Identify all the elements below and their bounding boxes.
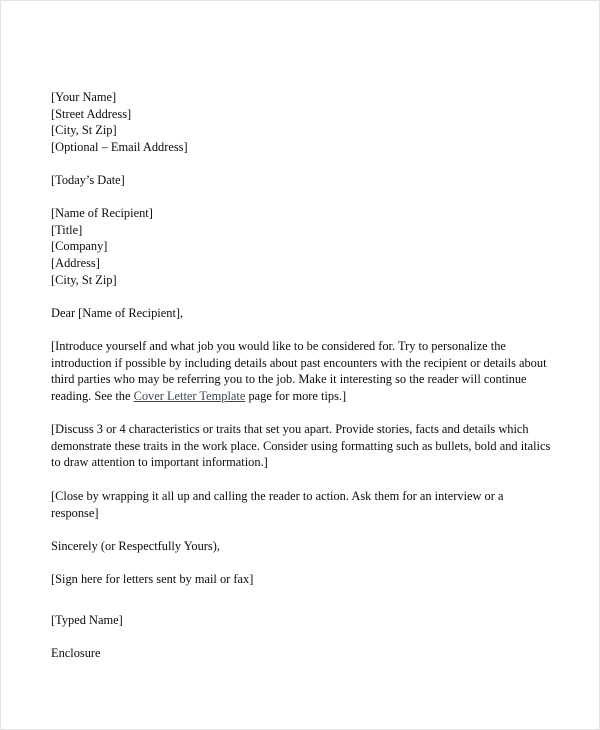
spacer-after-paragraph-2 [51,471,551,488]
cover-letter-template-link[interactable]: Cover Letter Template [133,388,246,403]
recipient-address: [Address] [51,255,100,270]
spacer-after-date [51,189,551,206]
recipient-company: [Company] [51,239,108,254]
sender-street-address: [Street Address] [51,106,132,121]
spacer-after-sender-block [51,155,551,172]
sender-email-address: [Optional – Email Address] [51,139,188,154]
body-paragraph-3: [Close by wrapping it all up and calling the reader to action. Ask them for an interview or a response] [51,489,504,520]
date-line: [Today’s Date] [51,172,125,187]
spacer-after-paragraph-3 [51,521,551,538]
body-paragraph-1 [51,338,551,404]
spacer-after-typed-name [51,629,551,646]
letter-body [51,89,551,662]
spacer-after-salutation [51,321,551,338]
paragraph-1-text-after-link: page for more tips.] [245,388,347,403]
spacer-after-recipient-block [51,288,551,305]
salutation: Dear [Name of Recipient], [51,305,184,320]
closing-salutation: Sincerely (or Respectfully Yours), [51,539,220,554]
spacer-after-closing [51,555,551,572]
paragraph-1-text-before-link: [Introduce yourself and what job you would like to be considered for. Try to personalize the introduction if possible by including details about past encounters with the recipient or details about third parties who may be referring you to the job. Make it interesting so the reader will continue reading. See the [51,338,547,403]
recipient-city-state-zip: [City, St Zip] [51,272,117,287]
spacer-after-signature-line [51,588,551,612]
sender-city-state-zip: [City, St Zip] [51,123,117,138]
enclosure-note: Enclosure [51,646,101,661]
body-paragraph-2: [Discuss 3 or 4 characteristics or traits that set you apart. Provide stories, facts and details which demonstrate these traits in the work place. Consider using formatting such as bullets, bold and italics to draw attention to important information.] [51,422,551,470]
sender-name: [Your Name] [51,90,117,104]
recipient-name: [Name of Recipient] [51,206,153,221]
recipient-title: [Title] [51,222,83,237]
signature-line: [Sign here for letters sent by mail or fax] [51,572,254,587]
recipient-address-block [51,205,551,288]
spacer-after-paragraph-1 [51,404,551,421]
sender-address-block [51,89,551,155]
typed-name: [Typed Name] [51,613,123,628]
